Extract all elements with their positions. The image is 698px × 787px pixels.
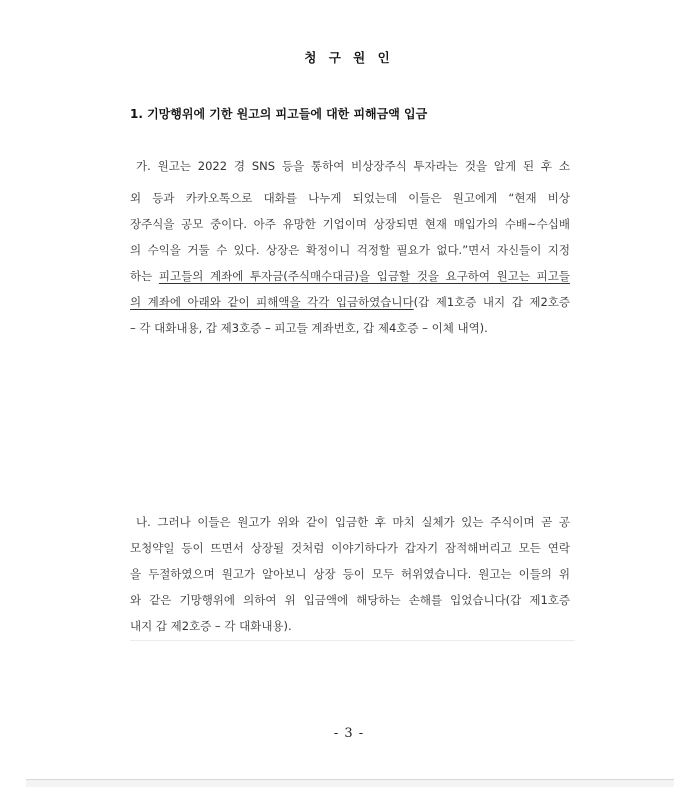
paragraph-a-line-5 (130, 268, 570, 284)
divider (130, 640, 575, 641)
page-number: - 3 - (333, 726, 365, 741)
paragraph-a-line-5-text: 하는 (130, 269, 159, 283)
paragraph-a-line-7: – 각 대화내용, 갑 제3호증 – 피고들 계좌번호, 갑 제4호증 – 이체 내역). (130, 321, 488, 335)
paragraph-a-line-3: 장주식을 공모 중이다. 아주 유망한 기업이며 상장되면 현재 매입가의 수배~수십배 (130, 217, 570, 231)
underlined-text: 피고들의 계좌에 투자금(주식매수대금)을 입금할 것을 요구하여 원고는 피고들 (158, 269, 571, 283)
section-heading: 1. 기망행위에 기한 원고의 피고들에 대한 피해금액 입금 (130, 107, 428, 121)
paragraph-a-line-6-text: (갑 제1호증 내지 갑 제2호증 (413, 295, 570, 309)
document-title: 청 구 원 인 (304, 50, 394, 65)
paragraph-b-line-1: 나. 그러나 이들은 원고가 위와 같이 입금한 후 마치 실체가 있는 주식이며 곧 공 (136, 515, 570, 529)
paragraph-a-line-2: 외 등과 카카오톡으로 대화를 나누게 되었는데 이들은 원고에게 “현재 비상 (130, 191, 570, 205)
paragraph-b-line-4: 와 같은 기망행위에 의하여 위 입금액에 해당하는 손해를 입었습니다(갑 제1호증 (130, 593, 570, 607)
paragraph-b-line-2: 모청약일 등이 뜨면서 상장될 것처럼 이야기하다가 갑자기 잠적해버리고 모든 연락 (130, 541, 570, 555)
paragraph-a-line-4: 의 수익을 거둘 수 있다. 상장은 확정이니 걱정할 필요가 없다.”면서 자신들이 지정 (130, 243, 570, 257)
paragraph-a-line-6 (130, 294, 570, 310)
paragraph-a-line-1: 가. 원고는 2022 경 SNS 등을 통하여 비상장주식 투자라는 것을 알게 된 후 소 (136, 159, 570, 173)
paragraph-b-line-5: 내지 갑 제2호증 – 각 대화내용). (130, 619, 292, 633)
paragraph-b-line-3: 을 두절하였으며 원고가 알아보니 상장 등이 모두 허위였습니다. 원고는 이들의 위 (130, 567, 570, 581)
underlined-text: 의 계좌에 아래와 같이 피해액을 각각 입금하였습니다 (130, 295, 414, 309)
